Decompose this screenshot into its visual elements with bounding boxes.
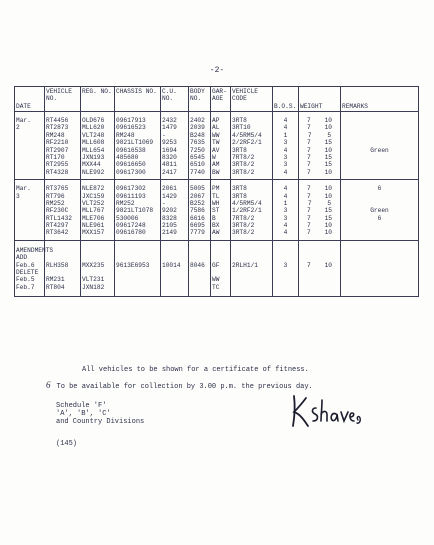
- chassis-no-cell: 09617248: [116, 222, 146, 230]
- reg-no-cell: MLL620: [82, 124, 105, 132]
- weight-cwt: 7: [306, 222, 311, 230]
- vehicle-no-cell: RM248: [46, 131, 65, 139]
- bos-cell: 3: [283, 139, 288, 147]
- weight-qtr: 5: [327, 131, 332, 139]
- chassis-no-cell: 09616780: [116, 229, 146, 237]
- collection-mark: 6: [46, 380, 51, 390]
- reg-no-cell: JXC159: [82, 192, 105, 200]
- cu-no-cell: 4811: [162, 161, 177, 169]
- add-code: 2RLH1/1: [232, 261, 258, 269]
- bos-cell: 3: [283, 161, 288, 169]
- vehicle-code-cell: 3RT8/2: [232, 229, 255, 237]
- reg-no-cell: MXX157: [82, 229, 105, 237]
- reg-no-cell: OLD676: [82, 117, 105, 124]
- body-no-cell: 7740: [190, 168, 205, 176]
- add-heading: ADD: [16, 254, 28, 262]
- vehicle-code-cell: 3RT10: [232, 124, 251, 132]
- cu-no-cell: 2149: [162, 229, 177, 237]
- vehicle-no-cell: RT3765: [46, 185, 69, 193]
- weight-cwt: 7: [307, 199, 312, 207]
- reg-no-cell: MLL767: [82, 207, 105, 215]
- body-no-cell: 7635: [190, 139, 205, 147]
- add-date: Feb.6: [16, 261, 35, 269]
- delete-date: Feb.7: [16, 283, 35, 291]
- add-garage: GF: [212, 261, 220, 269]
- body-no-cell: 7779: [190, 229, 205, 237]
- vehicle-code-cell: 2/2RF2/1: [232, 139, 262, 147]
- vehicle-no-cell: RF2210: [46, 139, 69, 147]
- garage-cell: AL: [212, 124, 220, 132]
- reg-no-cell: VLT252: [82, 199, 105, 207]
- add-bos: 3: [283, 261, 288, 269]
- weight-cwt: 7: [306, 207, 311, 215]
- body-no-cell: 5005: [190, 185, 205, 193]
- garage-cell: BX: [212, 222, 220, 230]
- body-no-cell: B252: [190, 199, 205, 207]
- delete-heading: DELETE: [16, 269, 39, 277]
- chassis-no-cell: 09611193: [116, 192, 146, 200]
- reg-no-cell: VLT248: [82, 131, 105, 139]
- document-code: (145): [56, 440, 78, 448]
- chassis-no-cell: RM248: [116, 131, 135, 139]
- cu-no-cell: 9253: [162, 139, 177, 147]
- weight-cell: [300, 154, 339, 161]
- header-reg-no: REG. NO.: [81, 87, 115, 112]
- garage-cell: WW: [212, 131, 220, 139]
- chassis-no-cell: 485680: [116, 153, 139, 161]
- vehicle-code-cell: 3RT8/2: [232, 161, 255, 169]
- vehicle-code-cell: 3RT8: [232, 117, 247, 124]
- remarks-cell: [342, 161, 417, 168]
- vehicle-no-cell: RT796: [46, 192, 65, 200]
- garage-cell: AV: [212, 146, 220, 154]
- chassis-no-cell: 09617913: [116, 117, 146, 124]
- reg-no-cell: MXX44: [82, 161, 101, 169]
- remarks-cell: [342, 132, 417, 139]
- weight-cwt: 7: [306, 229, 311, 237]
- chassis-no-cell: 09617302: [116, 185, 146, 193]
- body-no-cell: 6695: [190, 222, 205, 230]
- bos-cell: 4: [283, 117, 288, 124]
- remarks-cell: [342, 193, 417, 200]
- remarks-cell: [342, 200, 417, 207]
- header-body-no: BODY NO.: [189, 87, 211, 112]
- weight-qtr: 15: [324, 214, 333, 222]
- add-weight-cwt: 7: [306, 261, 311, 269]
- table-row: [15, 240, 419, 296]
- schedule-line: 'A', 'B', 'C': [56, 410, 111, 418]
- date-cell: Mar.: [16, 185, 31, 193]
- schedule-line: and Country Divisions: [56, 418, 145, 426]
- vehicle-code-cell: 3RT8: [232, 185, 247, 193]
- vehicle-code-cell: 3RT8: [232, 146, 247, 154]
- vehicle-no-cell: RT2907: [46, 146, 69, 154]
- weight-cell: [300, 139, 339, 146]
- collection-note-text: To be available for collection by 3.00 p.m. the previous day.: [56, 383, 313, 391]
- garage-cell: AW: [212, 229, 220, 237]
- bos-cell: 4: [283, 168, 288, 176]
- bos-cell: 3: [283, 214, 288, 222]
- reg-no-cell: MLL608: [82, 139, 105, 147]
- schedule-block: [56, 402, 144, 426]
- cu-no-cell: 1429: [162, 192, 177, 200]
- weight-cwt: 7: [306, 192, 311, 200]
- cu-no-cell: -: [162, 131, 166, 139]
- amendments-heading: AMENDMENTS: [16, 246, 54, 254]
- bos-cell: 4: [283, 192, 288, 200]
- cu-no-cell: 2432: [162, 117, 177, 124]
- bos-cell: 4: [283, 124, 288, 132]
- vehicle-no-cell: RT4456: [46, 117, 69, 124]
- reg-no-cell: NLE992: [82, 168, 105, 176]
- vehicle-no-cell: RF230C: [46, 207, 69, 215]
- reg-no-cell: MLL654: [82, 146, 105, 154]
- remarks-cell: Green: [370, 207, 389, 215]
- weight-cwt: 7: [306, 139, 311, 147]
- add-cu: 10014: [162, 261, 181, 269]
- weight-cwt: 7: [306, 185, 311, 193]
- weight-cell: [300, 185, 339, 192]
- weight-cell: [300, 169, 339, 176]
- garage-cell: W: [212, 153, 216, 161]
- table-row: [15, 180, 419, 241]
- remarks-cell: [342, 124, 417, 131]
- weight-cell: [300, 161, 339, 168]
- weight-qtr: 15: [324, 139, 333, 147]
- weight-qtr: 10: [324, 192, 333, 200]
- cu-no-cell: 9202: [162, 207, 177, 215]
- body-no-cell: 7586: [190, 207, 205, 215]
- reg-no-cell: JXN193: [82, 153, 105, 161]
- vehicle-code-cell: 3RT8: [232, 192, 247, 200]
- weight-cell: [300, 193, 339, 200]
- delete-date: Feb.5: [16, 276, 35, 284]
- garage-cell: ST: [212, 207, 220, 215]
- delete-garage: WW: [212, 276, 220, 284]
- body-no-cell: 7250: [190, 146, 205, 154]
- reg-no-cell: MLE706: [82, 214, 105, 222]
- vehicle-no-cell: RT3642: [46, 229, 69, 237]
- remarks-cell: Green: [370, 146, 389, 154]
- remarks-cell: [342, 169, 417, 176]
- cu-no-cell: 1479: [162, 124, 177, 132]
- vehicle-no-cell: RT170: [46, 153, 65, 161]
- vehicle-code-cell: 4/5RM5/4: [232, 199, 262, 207]
- chassis-no-cell: 530006: [116, 214, 139, 222]
- cu-no-cell: -: [162, 199, 166, 207]
- date-cell: 3: [16, 192, 20, 200]
- bos-cell: 1: [283, 199, 288, 207]
- vehicle-no-cell: RT4328: [46, 168, 69, 176]
- table-group-mar-3: [15, 180, 419, 241]
- page-number: -2-: [209, 66, 225, 75]
- vehicle-code-cell: 3RT8/2: [232, 168, 255, 176]
- delete-reg: VLT231: [82, 276, 105, 284]
- vehicle-code-cell: 1/2RF2/1: [232, 207, 262, 215]
- bos-cell: 4: [283, 229, 288, 237]
- weight-cwt: 7: [306, 168, 311, 176]
- header-remarks: REMARKS: [341, 87, 419, 112]
- vehicle-no-cell: RT2955: [46, 161, 69, 169]
- amendments-section: [15, 240, 419, 296]
- date-cell: 2: [16, 124, 20, 132]
- vehicle-register-table: [14, 86, 419, 297]
- body-no-cell: 6545: [190, 153, 205, 161]
- remarks-cell: [342, 154, 417, 161]
- cu-no-cell: 8320: [162, 153, 177, 161]
- cu-no-cell: 1694: [162, 146, 177, 154]
- remarks-cell: [342, 139, 417, 146]
- vehicle-code-cell: 3RT8/2: [232, 222, 255, 230]
- garage-cell: TW: [212, 139, 220, 147]
- weight-qtr: 15: [324, 161, 333, 169]
- header-chassis-no: CHASSIS NO.: [115, 87, 161, 112]
- garage-cell: WH: [212, 199, 220, 207]
- schedule-line: Schedule 'F': [56, 402, 107, 410]
- weight-cell: [300, 147, 339, 154]
- date-cell: Mar.: [16, 117, 31, 124]
- weight-qtr: 10: [324, 117, 333, 124]
- delete-vehicle: RT804: [46, 283, 65, 291]
- bos-cell: 3: [283, 207, 288, 215]
- body-no-cell: B248: [190, 131, 205, 139]
- vehicle-no-cell: RM252: [46, 199, 65, 207]
- body-no-cell: 2039: [190, 124, 205, 132]
- chassis-no-cell: RM252: [116, 199, 135, 207]
- weight-cwt: 7: [306, 117, 311, 124]
- weight-qtr: 10: [324, 229, 333, 237]
- body-no-cell: 2067: [190, 192, 205, 200]
- weight-cell: [300, 132, 339, 139]
- weight-cell: [300, 207, 339, 214]
- bos-cell: 4: [283, 185, 288, 193]
- remarks-cell: [342, 117, 417, 124]
- garage-cell: TL: [212, 192, 220, 200]
- body-no-cell: 6616: [190, 214, 205, 222]
- vehicle-no-cell: RT2873: [46, 124, 69, 132]
- garage-cell: AM: [212, 161, 220, 169]
- delete-vehicle: RM231: [46, 276, 65, 284]
- header-cu-no: C.U. NO.: [161, 87, 189, 112]
- vehicle-code-cell: 7RT8/2: [232, 214, 255, 222]
- weight-cwt: 7: [306, 146, 311, 154]
- add-body: 8046: [190, 261, 205, 269]
- cu-no-cell: 2061: [162, 185, 177, 193]
- chassis-no-cell: 9821LT1069: [116, 139, 154, 147]
- remarks-cell: [342, 222, 417, 229]
- bos-cell: 3: [283, 153, 288, 161]
- remarks-cell: [342, 229, 417, 236]
- weight-cwt: 7: [306, 214, 311, 222]
- delete-garage: TC: [212, 283, 220, 291]
- bos-cell: 1: [283, 131, 288, 139]
- header-vehicle-code: VEHICLE CODE: [231, 87, 273, 112]
- table-group-mar-2: [15, 112, 419, 180]
- garage-cell: AP: [212, 117, 220, 124]
- vehicle-no-cell: RTL1432: [46, 214, 72, 222]
- weight-cwt: 7: [306, 153, 311, 161]
- chassis-no-cell: 09617300: [116, 168, 146, 176]
- add-weight-qtr: 10: [324, 261, 333, 269]
- weight-cell: [300, 124, 339, 131]
- weight-qtr: 15: [324, 153, 333, 161]
- table-header: [15, 87, 419, 112]
- bos-cell: 4: [283, 222, 288, 230]
- fitness-note: All vehicles to be shown for a certificate of fitness.: [82, 366, 309, 374]
- bos-cell: 4: [283, 146, 288, 154]
- add-reg: MXX235: [82, 261, 105, 269]
- body-no-cell: 2402: [190, 117, 205, 124]
- vehicle-no-cell: RT4297: [46, 222, 69, 230]
- header-bos: B.O.S.: [273, 87, 299, 112]
- weight-qtr: 10: [324, 168, 333, 176]
- chassis-no-cell: 09616538: [116, 146, 146, 154]
- header-garage: GAR- AGE: [211, 87, 231, 112]
- chassis-no-cell: 09616650: [116, 161, 146, 169]
- weight-qtr: 10: [324, 185, 333, 193]
- weight-qtr: 15: [324, 207, 333, 215]
- vehicle-code-cell: 7RT8/2: [232, 153, 255, 161]
- header-weight: WEIGHT: [299, 87, 341, 112]
- weight-cwt: 7: [306, 124, 311, 132]
- weight-cell: [300, 117, 339, 124]
- table-row: [15, 112, 419, 180]
- weight-cell: [300, 222, 339, 229]
- body-no-cell: 6510: [190, 161, 205, 169]
- remarks-cell: 6: [377, 214, 382, 222]
- chassis-no-cell: 9821LT1078: [116, 207, 154, 215]
- garage-cell: PM: [212, 185, 220, 193]
- reg-no-cell: NLE961: [82, 222, 105, 230]
- add-vehicle: RLH358: [46, 261, 69, 269]
- vehicle-code-cell: 4/5RM5/4: [232, 131, 262, 139]
- cu-no-cell: 8328: [162, 214, 177, 222]
- add-chassis: 9613E6953: [116, 261, 150, 269]
- weight-qtr: 10: [324, 124, 333, 132]
- collection-note: [46, 380, 313, 391]
- weight-cell: [300, 215, 339, 222]
- weight-cwt: 7: [306, 161, 311, 169]
- chassis-no-cell: 09616523: [116, 124, 146, 132]
- weight-cell: [300, 200, 339, 207]
- reg-no-cell: NLE872: [82, 185, 105, 193]
- delete-reg: JXN182: [82, 283, 105, 291]
- weight-cwt: 7: [307, 131, 312, 139]
- garage-cell: BW: [212, 168, 220, 176]
- weight-qtr: 10: [324, 146, 333, 154]
- weight-qtr: 10: [324, 222, 333, 230]
- garage-cell: B: [212, 214, 216, 222]
- weight-cell: [300, 229, 339, 236]
- cu-no-cell: 2105: [162, 222, 177, 230]
- handwritten-signature: [286, 390, 364, 432]
- cu-no-cell: 2417: [162, 168, 177, 176]
- remarks-cell: 6: [377, 185, 382, 193]
- header-vehicle-no: VEHICLE NO.: [45, 87, 81, 112]
- header-date: DATE: [15, 87, 45, 112]
- weight-qtr: 5: [327, 199, 332, 207]
